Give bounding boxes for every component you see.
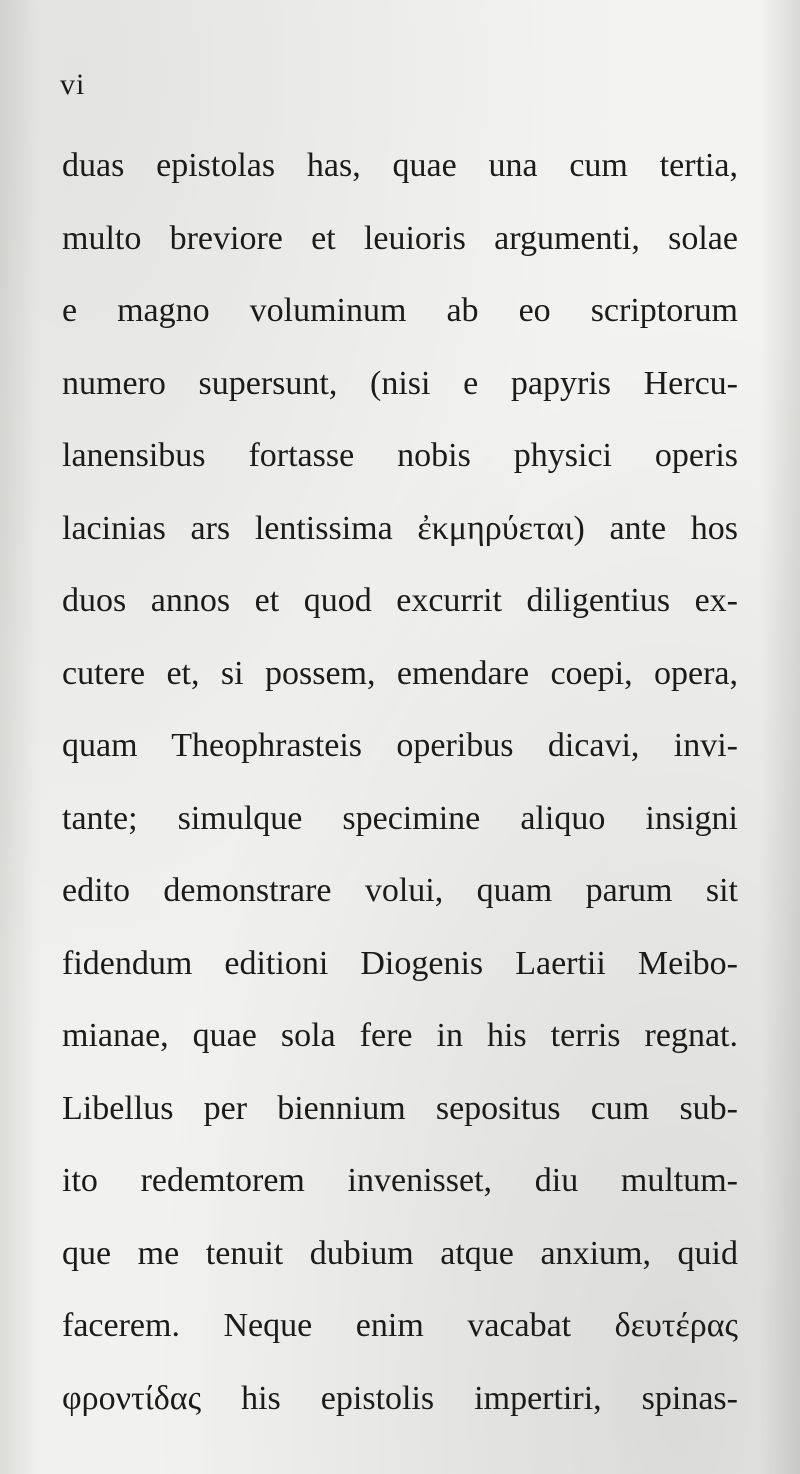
text-line: e magno voluminum ab eo scriptorum — [62, 292, 738, 329]
text-line: lanensibus fortasse nobis physici operis — [62, 437, 738, 474]
text-line: φροντίδας his epistolis impertiri, spinas- — [62, 1379, 738, 1417]
text-line: mianae, quae sola fere in his terris regnat. — [62, 1017, 738, 1054]
text-line: que me tenuit dubium atque anxium, quid — [62, 1234, 738, 1272]
text-line: edito demonstrare volui, quam parum sit — [62, 872, 738, 909]
text-line: Libellus per biennium sepositus cum sub- — [62, 1089, 738, 1127]
text-line: numero supersunt, (nisi e papyris Hercu- — [62, 364, 738, 402]
text-line: lacinias ars lentissima ἐκμηρύεται) ante hos — [62, 509, 738, 547]
text-line: ito redemtorem invenisset, diu multum- — [62, 1162, 738, 1199]
text-line: multo breviore et leuioris argumenti, solae — [62, 219, 738, 257]
text-line: tante; simulque specimine aliquo insigni — [62, 799, 738, 837]
text-line: duas epistolas has, quae una cum tertia, — [62, 147, 738, 184]
text-line: fidendum editioni Diogenis Laertii Meibo- — [62, 944, 738, 982]
body-text — [62, 130, 738, 1435]
text-line: cutere et, si possem, emendare coepi, opera, — [62, 654, 738, 692]
text-line: duos annos et quod excurrit diligentius ex- — [62, 582, 738, 619]
text-line: facerem. Neque enim vacabat δευτέρας — [62, 1307, 738, 1344]
page-number: vi — [60, 68, 86, 101]
text-line: quam Theophrasteis operibus dicavi, invi- — [62, 727, 738, 764]
